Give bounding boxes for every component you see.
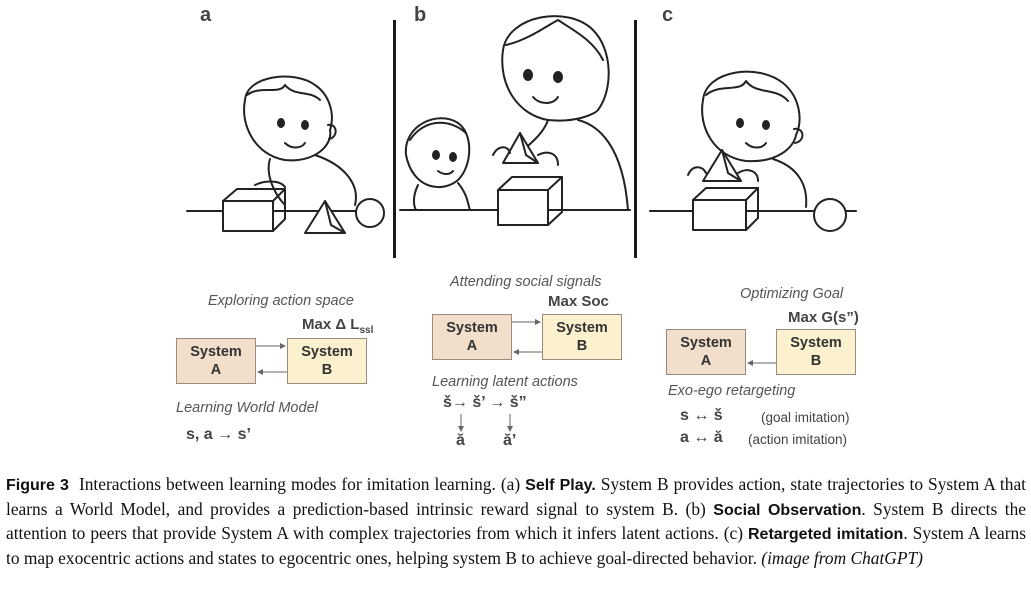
system-b-label: System (301, 344, 353, 360)
panel-c-objective: Max G(s”) (788, 309, 859, 326)
panel-a-objective-subscript: ssl (359, 325, 374, 336)
panel-c-goal-imitation-note: (goal imitation) (761, 410, 850, 425)
caption-mode-retargeted-imitation: Retargeted imitation (748, 526, 904, 543)
panel-divider-bc (634, 20, 637, 258)
panel-a-objective (302, 316, 373, 336)
figure-caption (6, 473, 1026, 570)
panel-c-arrow (746, 331, 776, 371)
system-a-label: System (446, 320, 498, 336)
system-a-label: System (190, 344, 242, 360)
panel-c-letter: c (662, 4, 674, 26)
system-b-letter: B (810, 353, 822, 369)
caption-mode-social-observation: Social Observation (713, 501, 862, 519)
caption-text-2: System B provides action, state trajectories to System A that learns a World Model, and provides a prediction-based intrinsic reward signal to system B. (b) (6, 474, 1026, 519)
caption-label: Figure 3 (6, 477, 69, 494)
illustration-self-play (185, 55, 385, 245)
caption-text-3: . System B directs the attention to peers that provide System A with complex trajectories from which it infers latent actions. (c) (6, 498, 1026, 543)
panel-a-system-b-box (287, 338, 367, 384)
panel-b-system-b-box (542, 314, 622, 360)
panel-b-objective: Max Soc (548, 293, 609, 310)
panel-a-top-label: Exploring action space (208, 293, 354, 309)
system-b-letter: B (321, 362, 333, 378)
panel-b-letter: b (414, 4, 427, 26)
caption-image-source: (image from ChatGPT) (761, 547, 923, 568)
panel-b-arrows (512, 316, 542, 358)
panel-c-action-imitation-note: (action imitation) (748, 432, 848, 447)
system-b-letter: B (576, 338, 588, 354)
panel-a-arrows (256, 340, 287, 382)
system-b-label: System (790, 335, 842, 351)
panel-b-latent-action-1: ă (456, 432, 465, 449)
panel-a-bottom-label: Learning World Model (176, 400, 318, 416)
illustration-social-observation (398, 5, 632, 255)
panel-a-system-a-box (176, 338, 256, 384)
panel-a-objective-main: Max Δ L (302, 316, 360, 333)
panel-a-formula: s, a → s’ (186, 426, 251, 443)
panel-c-action-imitation-formula: a ↔ ă (680, 429, 723, 446)
panel-c-top-label: Optimizing Goal (740, 286, 844, 302)
panel-a-letter: a (200, 4, 212, 26)
caption-text-4: . System A learns to map exocentric actions and states to egocentric ones, helping system B to achieve goal-directed behavior. (6, 523, 1027, 568)
caption-mode-self-play: Self Play. (525, 477, 596, 494)
panel-b-top-label: Attending social signals (450, 274, 602, 290)
system-a-letter: A (700, 353, 712, 369)
panel-b-down-arrows (455, 412, 525, 434)
panel-b-state-sequence: š→ š’ → š” (443, 394, 527, 411)
panel-b-latent-action-2: ă’ (503, 432, 517, 449)
panel-c-goal-imitation-formula: s ↔ š (680, 407, 723, 424)
panel-b-bottom-label: Learning latent actions (432, 374, 578, 390)
panel-divider-ab (393, 20, 396, 258)
system-a-label: System (680, 335, 732, 351)
system-b-label: System (556, 320, 608, 336)
panel-c-system-b-box (776, 329, 856, 375)
illustration-retargeted-imitation (648, 55, 858, 245)
panel-c-bottom-label: Exo-ego retargeting (668, 383, 796, 399)
panel-c-system-a-box (666, 329, 746, 375)
system-a-letter: A (210, 362, 222, 378)
panel-b-system-a-box (432, 314, 512, 360)
system-a-letter: A (466, 338, 478, 354)
caption-text-1: Interactions between learning modes for imitation learning. (a) (78, 474, 526, 494)
